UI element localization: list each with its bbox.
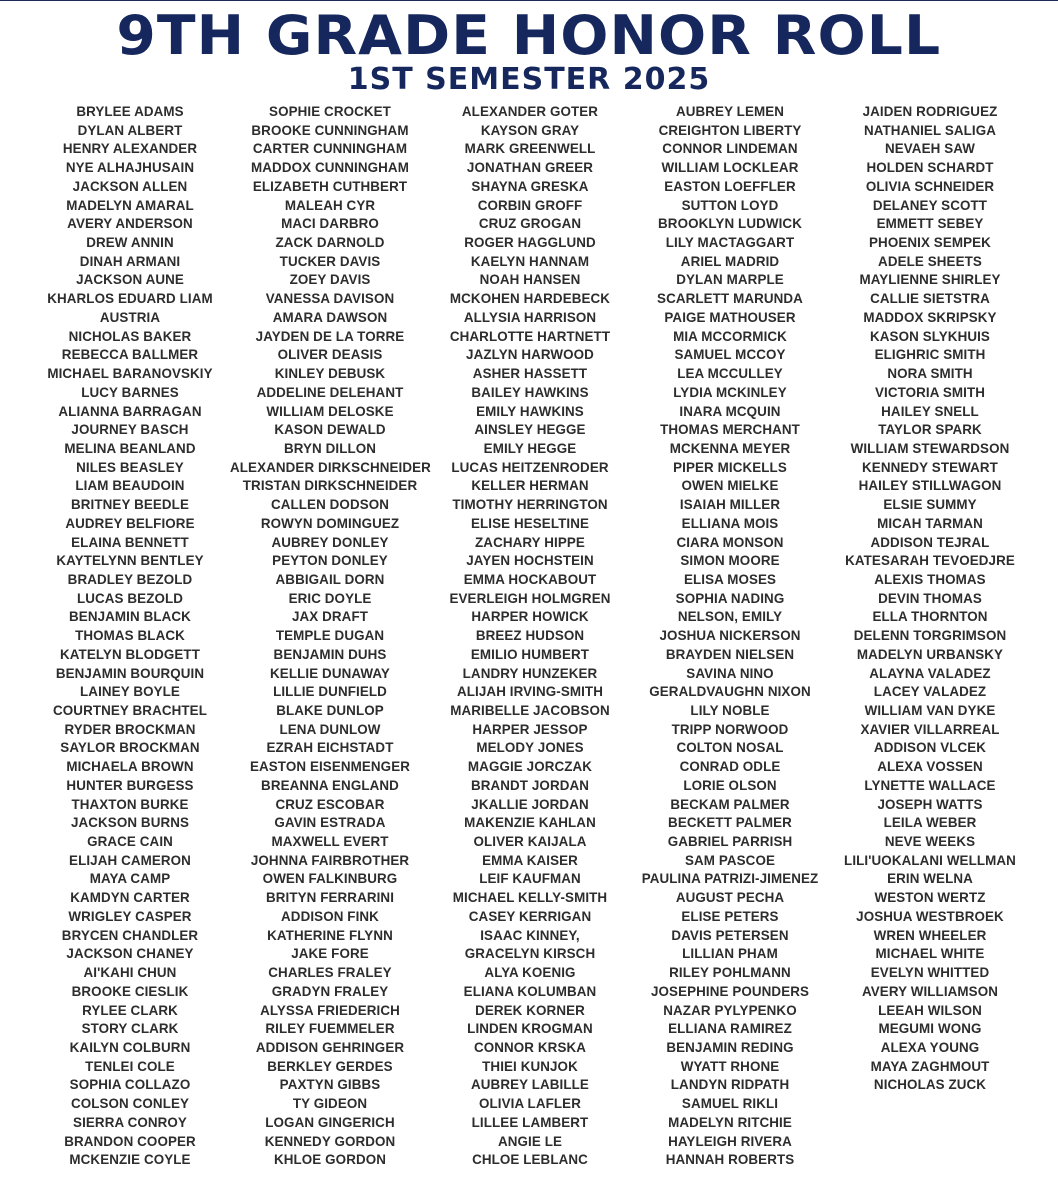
page-title: 9TH GRADE HONOR ROLL xyxy=(116,4,942,67)
student-name: ROWYN DOMINGUEZ xyxy=(260,515,400,532)
student-name: EVELYN WHITTED xyxy=(870,964,990,981)
student-name: ADDISON TEJRAL xyxy=(870,534,990,550)
student-name: GRACELYN KIRSCH xyxy=(464,945,596,962)
student-name: INARA MCQUIN xyxy=(679,403,781,419)
student-name: MARIBELLE JACOBSON xyxy=(450,702,610,719)
student-name: LORIE OLSON xyxy=(683,777,777,794)
student-name: PHOENIX SEMPEK xyxy=(869,234,991,251)
student-name: ELISE PETERS xyxy=(681,908,779,925)
student-name: EZRAH EICHSTADT xyxy=(266,740,394,756)
student-name: JACKSON CHANEY xyxy=(66,945,194,962)
student-name: ALEXA YOUNG xyxy=(880,1039,980,1056)
student-name: LINDEN KROGMAN xyxy=(467,1020,593,1037)
student-name: ZACK DARNOLD xyxy=(275,234,385,251)
student-name: JOSHUA NICKERSON xyxy=(659,627,801,644)
student-name: EMILIO HUMBERT xyxy=(470,646,590,663)
student-name: KHLOE GORDON xyxy=(273,1151,387,1168)
student-name: AMARA DAWSON xyxy=(272,309,388,326)
student-name: MEGUMI WONG xyxy=(878,1020,982,1037)
student-name: SIMON MOORE xyxy=(680,552,780,569)
student-name: CARTER CUNNINGHAM xyxy=(252,141,408,157)
student-name: LYNETTE WALLACE xyxy=(864,777,996,794)
student-name: ISAAC KINNEY, xyxy=(480,927,580,943)
student-name: AVERY ANDERSON xyxy=(67,215,193,232)
student-name: CHARLOTTE HARTNETT xyxy=(449,328,611,344)
student-name: CONRAD ODLE xyxy=(679,758,781,775)
student-name: JAX DRAFT xyxy=(291,608,369,625)
student-name: MADDOX CUNNINGHAM xyxy=(251,159,409,176)
student-name: DELENN TORGRIMSON xyxy=(853,627,1007,644)
student-name: LILLIE DUNFIELD xyxy=(273,683,387,700)
student-name: AUGUST PECHA xyxy=(675,889,785,906)
student-name: JAYEN HOCHSTEIN xyxy=(466,552,594,569)
student-name: MCKENNA MEYER xyxy=(669,440,791,457)
student-name: SAVINA NINO xyxy=(686,665,774,681)
student-name: DINAH ARMANI xyxy=(79,253,181,270)
student-name: AUBREY LABILLE xyxy=(471,1076,589,1093)
student-name: BRADLEY BEZOLD xyxy=(67,571,193,588)
student-name: CONNOR LINDEMAN xyxy=(662,141,798,157)
student-name: ALEXANDER GOTER xyxy=(461,103,599,120)
student-name: KELLIE DUNAWAY xyxy=(270,665,390,681)
student-name: KATESARAH TEVOEDJRE xyxy=(845,552,1015,569)
student-name: EMMETT SEBEY xyxy=(876,215,984,232)
student-name: OLIVIA SCHNEIDER xyxy=(865,178,995,195)
student-name: PAULINA PATRIZI-JIMENEZ xyxy=(641,871,819,887)
student-name: DEREK KORNER xyxy=(475,1002,585,1018)
student-name: JAZLYN HARWOOD xyxy=(466,346,594,363)
student-name: DAVIS PETERSEN xyxy=(671,927,789,943)
student-name: BRAYDEN NIELSEN xyxy=(665,646,795,663)
student-name: MADELYN URBANSKY xyxy=(856,646,1004,663)
student-name: KAYSON GRAY xyxy=(480,122,580,139)
student-name: THIEI KUNJOK xyxy=(482,1058,578,1074)
student-name: KENNEDY STEWART xyxy=(862,459,998,475)
student-name: ELIANA KOLUMBAN xyxy=(463,983,597,1000)
student-name: JOSEPH WATTS xyxy=(877,796,983,812)
student-name: CONNOR KRSKA xyxy=(473,1039,587,1056)
student-name: LUCAS BEZOLD xyxy=(76,590,184,607)
student-name: ADDISON VLCEK xyxy=(873,740,987,756)
honor-roll-columns xyxy=(30,103,1030,1170)
student-name: WILLIAM STEWARDSON xyxy=(850,440,1010,457)
student-name: BAILEY HAWKINS xyxy=(471,384,589,401)
name-column-5 xyxy=(830,103,1030,1170)
student-name: VICTORIA SMITH xyxy=(874,384,985,401)
student-name: PAXTYN GIBBS xyxy=(279,1076,381,1093)
student-name: ELLA THORNTON xyxy=(872,608,988,625)
page-subtitle: 1ST SEMESTER 2025 xyxy=(347,62,711,97)
student-name: ADDISON GEHRINGER xyxy=(255,1039,405,1056)
student-name: JACKSON ALLEN xyxy=(72,178,188,195)
student-name: EVERLEIGH HOLMGREN xyxy=(449,590,611,607)
student-name: ADDISON FINK xyxy=(281,908,379,925)
student-name: KINLEY DEBUSK xyxy=(274,365,386,382)
student-name: MCKOHEN HARDEBECK xyxy=(449,290,611,307)
student-name: GRACE CAIN xyxy=(87,833,173,850)
student-name: CRUZ GROGAN xyxy=(478,215,582,232)
student-name: WRIGLEY CASPER xyxy=(68,908,192,925)
student-name: KHARLOS EDUARD LIAM xyxy=(47,290,213,307)
student-name: MAYA CAMP xyxy=(89,871,171,887)
student-name: ELLIANA RAMIREZ xyxy=(668,1020,792,1037)
student-name: GERALDVAUGHN NIXON xyxy=(649,683,811,700)
student-name: ELIGHRIC SMITH xyxy=(874,346,986,363)
student-name: AI'KAHI CHUN xyxy=(83,964,177,981)
student-name: ALIJAH IRVING-SMITH xyxy=(457,683,603,700)
student-name: WREN WHEELER xyxy=(873,927,987,943)
student-name: EASTON LOEFFLER xyxy=(664,178,796,195)
student-name: OLIVIA LAFLER xyxy=(479,1095,581,1112)
student-name: COLSON CONLEY xyxy=(70,1095,190,1112)
student-name: MICAH TARMAN xyxy=(877,515,983,532)
student-name: ZOEY DAVIS xyxy=(289,272,371,288)
student-name: ANGIE LE xyxy=(497,1133,563,1149)
student-name: LANDRY HUNZEKER xyxy=(462,665,598,681)
student-name: NICHOLAS BAKER xyxy=(68,328,192,344)
student-name: XAVIER VILLARREAL xyxy=(860,721,1000,738)
student-name: BENJAMIN BLACK xyxy=(69,608,191,625)
student-name: BENJAMIN REDING xyxy=(666,1039,794,1056)
student-name: SOPHIE CROCKET xyxy=(269,103,391,120)
student-name: BRANDON COOPER xyxy=(64,1133,196,1149)
student-name: ZACHARY HIPPE xyxy=(475,534,585,550)
student-name: CREIGHTON LIBERTY xyxy=(658,122,802,139)
student-name: DYLAN MARPLE xyxy=(676,272,784,288)
student-name: ELISA MOSES xyxy=(683,571,777,588)
student-name: JOURNEY BASCH xyxy=(71,421,189,438)
student-name: REBECCA BALLMER xyxy=(61,346,199,363)
student-name: BRANDT JORDAN xyxy=(470,777,590,794)
student-name: AINSLEY HEGGE xyxy=(474,421,586,438)
student-name: TEMPLE DUGAN xyxy=(275,627,385,644)
student-name: JKALLIE JORDAN xyxy=(471,796,589,812)
student-name: ADDELINE DELEHANT xyxy=(256,384,404,401)
student-name: JACKSON BURNS xyxy=(70,814,190,831)
student-name: LILLEE LAMBERT xyxy=(471,1114,589,1131)
student-name: LILI'UOKALANI WELLMAN xyxy=(844,852,1016,869)
student-name: LOGAN GINGERICH xyxy=(265,1114,395,1131)
student-name: RILEY POHLMANN xyxy=(669,964,791,981)
student-name: HARPER HOWICK xyxy=(471,608,589,625)
student-name: BROOKE CIESLIK xyxy=(71,983,189,1000)
student-name: WILLIAM DELOSKE xyxy=(266,403,394,419)
student-name: JOSEPHINE POUNDERS xyxy=(650,983,810,1000)
student-name: SIERRA CONROY xyxy=(73,1114,187,1131)
student-name: SAYLOR BROCKMAN xyxy=(60,740,200,756)
student-name: NORA SMITH xyxy=(887,365,973,382)
student-name: CASEY KERRIGAN xyxy=(468,908,592,925)
student-name: KATHERINE FLYNN xyxy=(267,927,393,943)
student-name: BERKLEY GERDES xyxy=(267,1058,393,1074)
student-name: VANESSA DAVISON xyxy=(265,290,395,307)
student-name: HAYLEIGH RIVERA xyxy=(668,1133,792,1149)
student-name: CRUZ ESCOBAR xyxy=(275,796,385,812)
student-name: KAYTELYNN BENTLEY xyxy=(56,552,204,569)
name-column-2 xyxy=(230,103,430,1170)
student-name: KASON DEWALD xyxy=(274,421,386,438)
student-name: HOLDEN SCHARDT xyxy=(866,159,994,176)
student-name: GRADYN FRALEY xyxy=(271,983,389,1000)
student-name: ISAIAH MILLER xyxy=(679,496,781,513)
student-name: HENRY ALEXANDER xyxy=(62,141,198,157)
student-name: HANNAH ROBERTS xyxy=(665,1151,795,1168)
student-name: JONATHAN GREER xyxy=(466,159,594,176)
student-name: HAILEY STILLWAGON xyxy=(858,477,1002,494)
student-name: OLIVER KAIJALA xyxy=(473,833,587,850)
student-name: ADELE SHEETS xyxy=(878,253,982,270)
student-name: MAKENZIE KAHLAN xyxy=(464,814,596,831)
student-name: HARPER JESSOP xyxy=(472,721,588,738)
student-name: CORBIN GROFF xyxy=(477,197,583,213)
student-name: DEVIN THOMAS xyxy=(878,590,982,607)
student-name: ERIC DOYLE xyxy=(288,590,372,607)
student-name: AUBREY DONLEY xyxy=(271,534,389,550)
student-name: SAMUEL RIKLI xyxy=(681,1095,779,1112)
student-name: DYLAN ALBERT xyxy=(77,122,183,139)
student-name: EMILY HAWKINS xyxy=(476,403,584,419)
student-name: NOAH HANSEN xyxy=(479,272,581,288)
student-name: HUNTER BURGESS xyxy=(66,777,194,794)
student-name: SUTTON LOYD xyxy=(681,197,779,213)
student-name: CIARA MONSON xyxy=(676,534,784,550)
student-name: THOMAS BLACK xyxy=(75,627,185,644)
student-name: PAIGE MATHOUSER xyxy=(664,309,796,326)
student-name: BRYCEN CHANDLER xyxy=(61,927,199,943)
student-name: ABBIGAIL DORN xyxy=(275,571,385,588)
student-name: JACKSON AUNE xyxy=(76,272,184,288)
student-name: AUDREY BELFIORE xyxy=(65,515,195,532)
student-name: WYATT RHONE xyxy=(680,1058,780,1074)
student-name: TAYLOR SPARK xyxy=(878,421,982,438)
student-name: JAIDEN RODRIGUEZ xyxy=(862,103,998,120)
student-name: ARIEL MADRID xyxy=(680,253,780,270)
student-name: ELSIE SUMMY xyxy=(883,496,977,513)
student-name: TY GIDEON xyxy=(292,1095,368,1112)
student-name: OWEN FALKINBURG xyxy=(262,871,398,887)
student-name: ROGER HAGGLUND xyxy=(464,234,596,251)
student-name: BRITNEY BEEDLE xyxy=(71,496,189,513)
student-name: LEIF KAUFMAN xyxy=(479,871,581,887)
student-name: KAELYN HANNAM xyxy=(470,253,590,270)
student-name: NEVAEH SAW xyxy=(884,141,976,157)
student-name: MARK GREENWELL xyxy=(464,141,596,157)
student-name: HAILEY SNELL xyxy=(881,403,979,419)
student-name: NEVE WEEKS xyxy=(884,833,976,850)
student-name: LILLIAN PHAM xyxy=(682,945,778,962)
student-name: EMILY HEGGE xyxy=(483,440,577,457)
student-name: STORY CLARK xyxy=(81,1020,179,1037)
student-name: CALLIE SIETSTRA xyxy=(870,290,990,307)
student-name: ALEXA VOSSEN xyxy=(877,758,983,775)
student-name: BECKETT PALMER xyxy=(668,814,792,831)
student-name: SOPHIA NADING xyxy=(675,590,785,607)
student-name: LEEAH WILSON xyxy=(878,1002,982,1018)
student-name: LAINEY BOYLE xyxy=(80,683,180,700)
page-header xyxy=(0,6,1058,96)
student-name: MACI DARBRO xyxy=(281,215,379,232)
student-name: EMMA HOCKABOUT xyxy=(463,571,597,588)
student-name: RYLEE CLARK xyxy=(82,1002,178,1018)
student-name: BENJAMIN BOURQUIN xyxy=(55,665,205,681)
name-column-3 xyxy=(430,103,630,1170)
student-name: MICHAEL BARANOVSKIY xyxy=(47,365,213,382)
student-name: KELLER HERMAN xyxy=(471,477,589,494)
student-name: RILEY FUEMMELER xyxy=(265,1020,395,1037)
student-name: AVERY WILLIAMSON xyxy=(861,983,998,1000)
student-name: PIPER MICKELLS xyxy=(673,459,787,475)
student-name: BLAKE DUNLOP xyxy=(276,702,384,719)
student-name: MAYA ZAGHMOUT xyxy=(870,1058,990,1074)
student-name: SAM PASCOE xyxy=(684,852,776,869)
student-name: OWEN MIELKE xyxy=(681,477,779,494)
student-name: MELINA BEANLAND xyxy=(64,440,196,457)
student-name: MICHAEL WHITE xyxy=(875,945,985,962)
name-column-1 xyxy=(30,103,230,1170)
student-name: JOSHUA WESTBROEK xyxy=(856,908,1004,925)
student-name: CHLOE LEBLANC xyxy=(472,1151,588,1168)
student-name: TRISTAN DIRKSCHNEIDER xyxy=(242,477,418,494)
student-name: EMMA KAISER xyxy=(482,852,578,869)
student-name: ELAINA BENNETT xyxy=(71,534,189,550)
student-name: OLIVER DEASIS xyxy=(277,346,383,363)
student-name: BREANNA ENGLAND xyxy=(261,777,399,794)
student-name: ELIZABETH CUTHBERT xyxy=(252,178,408,195)
student-name: KAILYN COLBURN xyxy=(69,1039,191,1056)
student-name: SOPHIA COLLAZO xyxy=(69,1076,191,1093)
student-name: NATHANIEL SALIGA xyxy=(863,122,997,139)
student-name: MICHAEL KELLY-SMITH xyxy=(452,889,608,906)
student-name: BRYLEE ADAMS xyxy=(76,103,184,120)
student-name: KASON SLYKHUIS xyxy=(870,328,990,344)
student-name: KENNEDY GORDON xyxy=(264,1133,396,1149)
student-name: ELLIANA MOIS xyxy=(681,515,779,532)
student-name: NYE ALHAJHUSAIN xyxy=(65,159,195,176)
student-name: ALLYSIA HARRISON xyxy=(463,309,597,326)
student-name: MAGGIE JORCZAK xyxy=(467,758,593,775)
student-name: PEYTON DONLEY xyxy=(272,552,388,569)
student-name: WESTON WERTZ xyxy=(874,889,986,906)
student-name: JAKE FORE xyxy=(291,945,369,962)
student-name: GAVIN ESTRADA xyxy=(274,814,386,831)
student-name: WILLIAM LOCKLEAR xyxy=(661,159,799,176)
student-name: LUCAS HEITZENRODER xyxy=(451,459,609,475)
student-name: AUBREY LEMEN xyxy=(675,103,785,120)
student-name: ALAYNA VALADEZ xyxy=(869,665,991,681)
student-name: MADDOX SKRIPSKY xyxy=(863,309,997,326)
top-border-line xyxy=(0,0,1058,1)
student-name: NAZAR PYLYPENKO xyxy=(663,1002,797,1018)
student-name: THOMAS MERCHANT xyxy=(660,421,800,438)
student-name: NILES BEASLEY xyxy=(76,459,184,475)
student-name: BECKAM PALMER xyxy=(670,796,790,812)
student-name: RYDER BROCKMAN xyxy=(64,721,196,738)
student-name: CHARLES FRALEY xyxy=(268,964,392,981)
student-name: THAXTON BURKE xyxy=(71,796,189,812)
student-name: BRYN DILLON xyxy=(283,440,377,457)
student-name: MAXWELL EVERT xyxy=(271,833,389,850)
student-name: ELIJAH CAMERON xyxy=(69,852,191,869)
name-column-4 xyxy=(630,103,830,1170)
student-name: WILLIAM VAN DYKE xyxy=(864,702,996,719)
student-name: TENLEI COLE xyxy=(85,1058,175,1074)
student-name: EASTON EISENMENGER xyxy=(249,758,411,775)
student-name: DELANEY SCOTT xyxy=(872,197,988,213)
student-name: JAYDEN DE LA TORRE xyxy=(255,328,405,344)
student-name: BRITYN FERRARINI xyxy=(265,889,395,906)
student-name: ALYA KOENIG xyxy=(484,964,576,981)
student-name: NELSON, EMILY xyxy=(677,608,783,625)
student-name: MICHAELA BROWN xyxy=(66,758,194,775)
student-name: BREEZ HUDSON xyxy=(475,627,585,644)
student-name: ALEXIS THOMAS xyxy=(874,571,986,588)
student-name: LENA DUNLOW xyxy=(279,721,381,738)
student-name: KATELYN BLODGETT xyxy=(60,646,200,663)
student-name: BENJAMIN DUHS xyxy=(273,646,387,663)
student-name: GABRIEL PARRISH xyxy=(667,833,793,850)
student-name: MADELYN RITCHIE xyxy=(668,1114,792,1131)
student-name: ELISE HESELTINE xyxy=(470,515,590,532)
student-name: SCARLETT MARUNDA xyxy=(657,290,803,307)
student-name: BROOKE CUNNINGHAM xyxy=(251,122,409,139)
student-name: AUSTRIA xyxy=(99,309,161,326)
student-name: MELODY JONES xyxy=(476,740,584,756)
student-name: LYDIA MCKINLEY xyxy=(673,384,787,401)
student-name: ALYSSA FRIEDERICH xyxy=(260,1002,400,1018)
student-name: LEA MCCULLEY xyxy=(677,365,783,382)
student-name: TRIPP NORWOOD xyxy=(671,721,789,738)
student-name: MADELYN AMARAL xyxy=(66,197,194,213)
student-name: LIAM BEAUDOIN xyxy=(75,477,185,494)
student-name: ERIN WELNA xyxy=(887,871,973,887)
student-name: COURTNEY BRACHTEL xyxy=(53,702,207,719)
student-name: KAMDYN CARTER xyxy=(70,889,190,906)
student-name: BROOKLYN LUDWICK xyxy=(658,215,802,232)
student-name: LILY MACTAGGART xyxy=(665,234,795,251)
student-name: JOHNNA FAIRBROTHER xyxy=(250,852,410,869)
student-name: ALIANNA BARRAGAN xyxy=(58,403,202,419)
student-name: ALEXANDER DIRKSCHNEIDER xyxy=(230,459,431,475)
student-name: NICHOLAS ZUCK xyxy=(873,1076,987,1093)
student-name: SAMUEL MCCOY xyxy=(674,346,786,363)
student-name: MCKENZIE COYLE xyxy=(69,1151,191,1168)
student-name: MAYLIENNE SHIRLEY xyxy=(859,272,1001,288)
student-name: DREW ANNIN xyxy=(86,234,174,251)
student-name: LANDYN RIDPATH xyxy=(670,1076,790,1093)
student-name: ASHER HASSETT xyxy=(472,365,588,382)
student-name: MIA MCCORMICK xyxy=(673,328,787,344)
student-name: TIMOTHY HERRINGTON xyxy=(452,496,608,513)
student-name: COLTON NOSAL xyxy=(676,740,784,756)
student-name: LACEY VALADEZ xyxy=(873,683,987,700)
student-name: LEILA WEBER xyxy=(883,814,977,831)
student-name: LUCY BARNES xyxy=(81,384,179,401)
student-name: TUCKER DAVIS xyxy=(279,253,381,270)
student-name: SHAYNA GRESKA xyxy=(471,178,589,195)
student-name: LILY NOBLE xyxy=(690,702,770,719)
student-name: CALLEN DODSON xyxy=(270,496,390,513)
student-name: MALEAH CYR xyxy=(284,197,376,213)
